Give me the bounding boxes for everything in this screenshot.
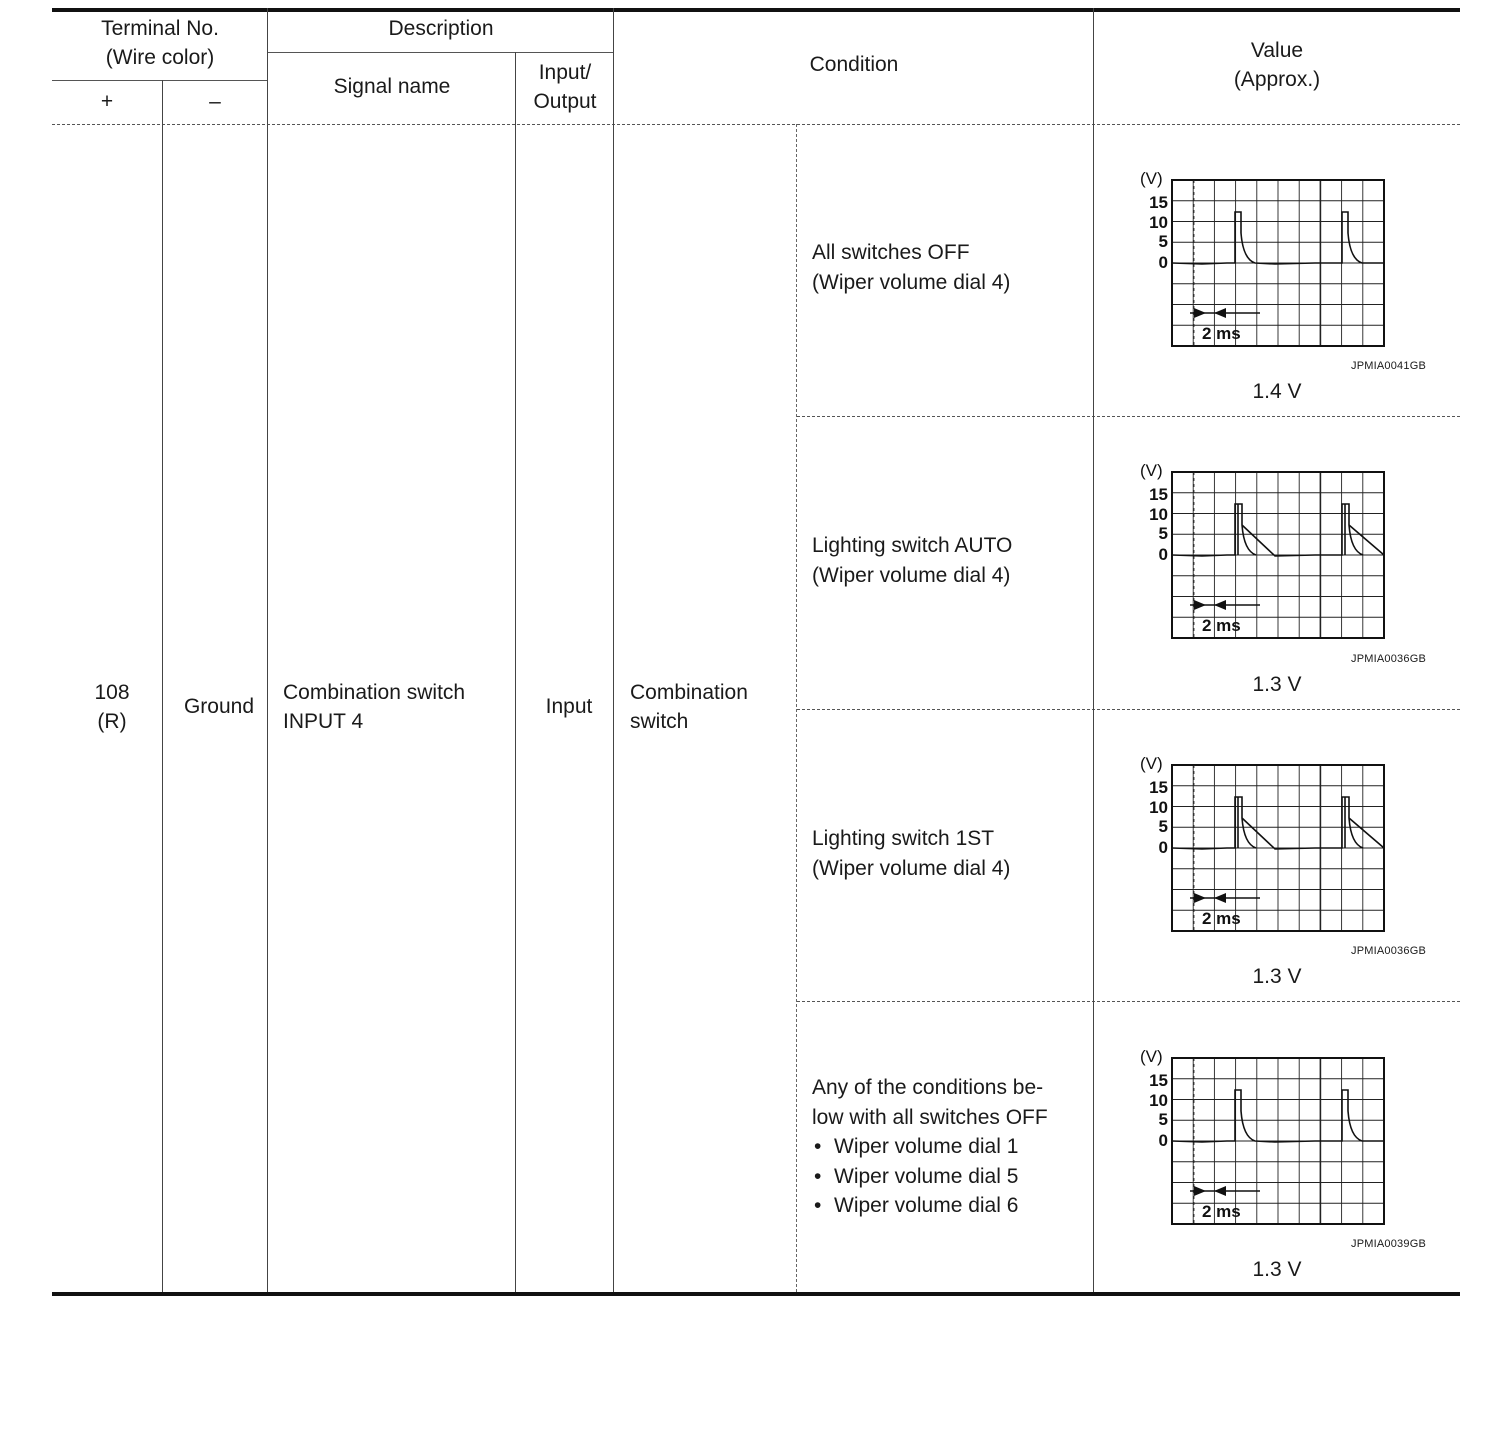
col-divider-condition-detail: [796, 124, 797, 1292]
terminal-no-label: Terminal No.: [101, 17, 219, 40]
signal-name-header: Signal name: [333, 75, 451, 98]
condition-text-4: [812, 1073, 1087, 1221]
time-marker-arrow-left: [1214, 600, 1226, 610]
oscilloscope-svg: [1130, 160, 1430, 370]
condition-2-line-2: (Wiper volume dial 4): [812, 563, 1011, 587]
subrow-divider-1: [797, 416, 1460, 417]
time-marker-arrow-right: [1194, 308, 1206, 318]
condition-main: [630, 678, 790, 736]
y-tick-label: 15: [1149, 778, 1168, 797]
terminal-number-value: 108: [94, 681, 130, 704]
col-divider-signal: [267, 8, 268, 1292]
condition-4-line-1: Any of the conditions be-: [812, 1076, 1044, 1099]
condition-3-line-2: (Wiper volume dial 4): [812, 856, 1011, 880]
condition-1-line-2: (Wiper volume dial 4): [812, 270, 1011, 294]
condition-text-2: [812, 531, 1087, 590]
y-tick-label: 10: [1149, 1091, 1168, 1110]
time-scale-label: 2 ms: [1202, 616, 1241, 635]
condition-1-line-1: All switches OFF: [812, 241, 970, 264]
oscilloscope-svg: [1130, 452, 1430, 662]
y-tick-label: 5: [1158, 817, 1168, 836]
input-label: Input/: [538, 61, 592, 84]
col-divider-io: [515, 52, 516, 1292]
condition-main-line-2: switch: [630, 710, 689, 733]
output-label: Output: [533, 90, 597, 113]
y-tick-label: 0: [1158, 253, 1168, 272]
y-unit-label: (V): [1140, 754, 1163, 773]
oscilloscope-waveform-4: [1130, 1038, 1430, 1248]
figure-id-4: JPMIA0039GB: [1351, 1238, 1426, 1250]
description-header-divider: [268, 52, 614, 53]
value-3: 1.3 V: [1252, 965, 1302, 988]
time-marker-arrow-left: [1214, 308, 1226, 318]
value-header: [1094, 36, 1460, 94]
plus-header: +: [100, 90, 114, 113]
signal-name-line-2: INPUT 4: [283, 710, 364, 733]
condition-4-bullet-1: [812, 1132, 1087, 1162]
col-divider-condition: [613, 8, 614, 1292]
oscilloscope-waveform-3: [1130, 745, 1430, 955]
y-unit-label: (V): [1140, 169, 1163, 188]
condition-2-line-1: Lighting switch AUTO: [812, 534, 1013, 557]
y-tick-label: 5: [1158, 1110, 1168, 1129]
subrow-divider-3: [797, 1001, 1460, 1002]
oscilloscope-waveform-1: [1130, 160, 1430, 370]
condition-4-line-2: low with all switches OFF: [812, 1105, 1048, 1129]
table-bottom-rule: [52, 1292, 1460, 1296]
approx-label: (Approx.): [1233, 68, 1321, 91]
terminal-no-header: [52, 14, 268, 72]
y-tick-label: 0: [1158, 1131, 1168, 1150]
time-marker-arrow-right: [1194, 893, 1206, 903]
value-4: 1.3 V: [1252, 1258, 1302, 1281]
condition-text-1: [812, 238, 1087, 297]
y-tick-label: 0: [1158, 838, 1168, 857]
condition-3-line-1: Lighting switch 1ST: [812, 827, 995, 850]
y-tick-label: 15: [1149, 193, 1168, 212]
oscilloscope-svg: [1130, 1038, 1430, 1248]
y-tick-label: 15: [1149, 1071, 1168, 1090]
col-divider-value: [1093, 8, 1094, 1292]
bullet-text: Wiper volume dial 6: [834, 1194, 1019, 1217]
y-tick-label: 10: [1149, 798, 1168, 817]
y-tick-label: 10: [1149, 505, 1168, 524]
time-scale-label: 2 ms: [1202, 324, 1241, 343]
condition-4-bullet-2: [812, 1162, 1087, 1192]
time-marker-arrow-right: [1194, 600, 1206, 610]
subrow-divider-2: [797, 709, 1460, 710]
oscilloscope-svg: [1130, 745, 1430, 955]
value-label: Value: [1250, 39, 1304, 62]
y-tick-label: 5: [1158, 524, 1168, 543]
bullet-icon: •: [814, 1164, 822, 1188]
y-unit-label: (V): [1140, 461, 1163, 480]
y-tick-label: 10: [1149, 213, 1168, 232]
figure-id-1: JPMIA0041GB: [1351, 360, 1426, 372]
condition-text-3: [812, 824, 1087, 883]
bullet-icon: •: [814, 1194, 822, 1217]
terminal-header-divider: [52, 80, 268, 81]
signal-name-line-1: Combination switch: [283, 681, 466, 704]
figure-id-2: JPMIA0036GB: [1351, 653, 1426, 665]
time-marker-arrow-left: [1214, 1186, 1226, 1196]
y-unit-label: (V): [1140, 1047, 1163, 1066]
input-output-header: [516, 58, 614, 116]
minus-header: –: [209, 90, 221, 113]
table-top-rule: [52, 8, 1460, 12]
bullet-text: Wiper volume dial 1: [834, 1135, 1019, 1158]
terminal-wire-color: (R): [97, 710, 127, 733]
description-header: Description: [388, 17, 494, 40]
time-scale-label: 2 ms: [1202, 909, 1241, 928]
y-tick-label: 15: [1149, 485, 1168, 504]
terminal-number: [52, 678, 172, 736]
time-scale-label: 2 ms: [1202, 1202, 1241, 1221]
condition-header: Condition: [809, 53, 899, 76]
io-value: Input: [545, 695, 593, 718]
condition-main-line-1: Combination: [630, 681, 748, 704]
y-tick-label: 5: [1158, 232, 1168, 251]
time-marker-arrow-left: [1214, 893, 1226, 903]
condition-4-bullet-3: [812, 1191, 1087, 1221]
value-1: 1.4 V: [1252, 380, 1302, 403]
bullet-icon: •: [814, 1135, 822, 1158]
ground-terminal: Ground: [183, 695, 255, 718]
bullet-text: Wiper volume dial 5: [834, 1164, 1019, 1188]
y-tick-label: 0: [1158, 545, 1168, 564]
time-marker-arrow-right: [1194, 1186, 1206, 1196]
figure-id-3: JPMIA0036GB: [1351, 945, 1426, 957]
wire-color-label: (Wire color): [105, 46, 215, 69]
value-2: 1.3 V: [1252, 673, 1302, 696]
header-bottom-rule: [52, 124, 1460, 125]
oscilloscope-waveform-2: [1130, 452, 1430, 662]
signal-name: [283, 678, 513, 736]
